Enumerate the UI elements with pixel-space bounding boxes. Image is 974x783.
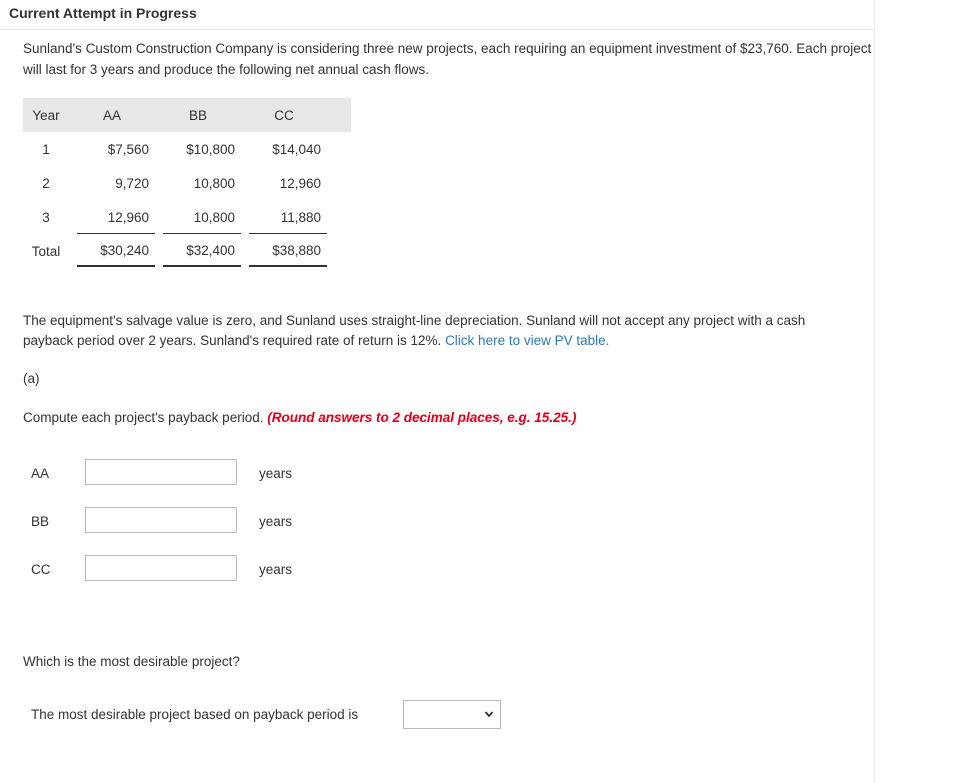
answer-label-cc: CC: [31, 562, 51, 577]
cell-year: 1: [42, 141, 50, 157]
payback-input-bb[interactable]: [85, 507, 237, 533]
attempt-title: Current Attempt in Progress: [9, 5, 197, 21]
cell-value: 10,800: [193, 175, 235, 191]
header-year: Year: [23, 98, 69, 132]
header-bb: BB: [155, 98, 241, 132]
cell-year: 2: [42, 175, 50, 191]
cell-value: 12,960: [77, 201, 155, 234]
cell-total: $32,400: [163, 235, 241, 267]
table-row: [23, 166, 351, 200]
cell-value: $10,800: [186, 141, 235, 157]
rounding-note: (Round answers to 2 decimal places, e.g. 15.25.): [267, 410, 577, 425]
problem-details: [23, 311, 853, 351]
cash-flow-table: [23, 98, 351, 268]
cell-value: 11,880: [249, 201, 327, 234]
cell-value: $14,040: [272, 141, 321, 157]
cell-value: 10,800: [163, 201, 241, 234]
pv-table-link[interactable]: Click here to view PV table.: [445, 333, 610, 348]
cell-value: 9,720: [115, 175, 149, 191]
unit-years: years: [259, 466, 293, 481]
desirable-question: Which is the most desirable project?: [23, 654, 240, 669]
cell-total-label: Total: [31, 243, 61, 259]
answer-label-bb: BB: [31, 514, 50, 529]
desirable-project-select[interactable]: [403, 700, 501, 729]
unit-years: years: [259, 562, 293, 577]
header-aa: AA: [69, 98, 155, 132]
table-row: [23, 132, 351, 166]
select-label: The most desirable project based on payback period is: [31, 707, 359, 722]
cell-total: $30,240: [77, 235, 155, 267]
instruction: [23, 410, 576, 425]
cell-value: $7,560: [107, 141, 149, 157]
table-header-row: [23, 98, 351, 132]
instruction-text: Compute each project's payback period.: [23, 410, 268, 425]
cell-total: $38,880: [249, 235, 327, 267]
payback-input-cc[interactable]: [85, 555, 237, 581]
attempt-header: [0, 0, 874, 30]
cell-value: 12,960: [279, 175, 321, 191]
details-text: The equipment's salvage value is zero, and Sunland uses straight-line depreciation. Sunland will not accept any project with a cash payback period over 2 years. Sunland's required rate of return is 12%.: [23, 313, 806, 348]
header-cc: CC: [241, 98, 327, 132]
chevron-down-icon: [484, 709, 494, 719]
payback-input-aa[interactable]: [85, 459, 237, 485]
cell-year: 3: [42, 209, 50, 225]
problem-intro: Sunland's Custom Construction Company is considering three new projects, each requiring an equipment investment of $23,760. Each project will last for 3 years and produce the following net annual cash flows.: [23, 41, 872, 77]
table-row: [23, 200, 351, 234]
unit-years: years: [259, 514, 293, 529]
part-label: (a): [23, 371, 40, 386]
answer-label-aa: AA: [31, 466, 50, 481]
total-row: [23, 234, 351, 268]
